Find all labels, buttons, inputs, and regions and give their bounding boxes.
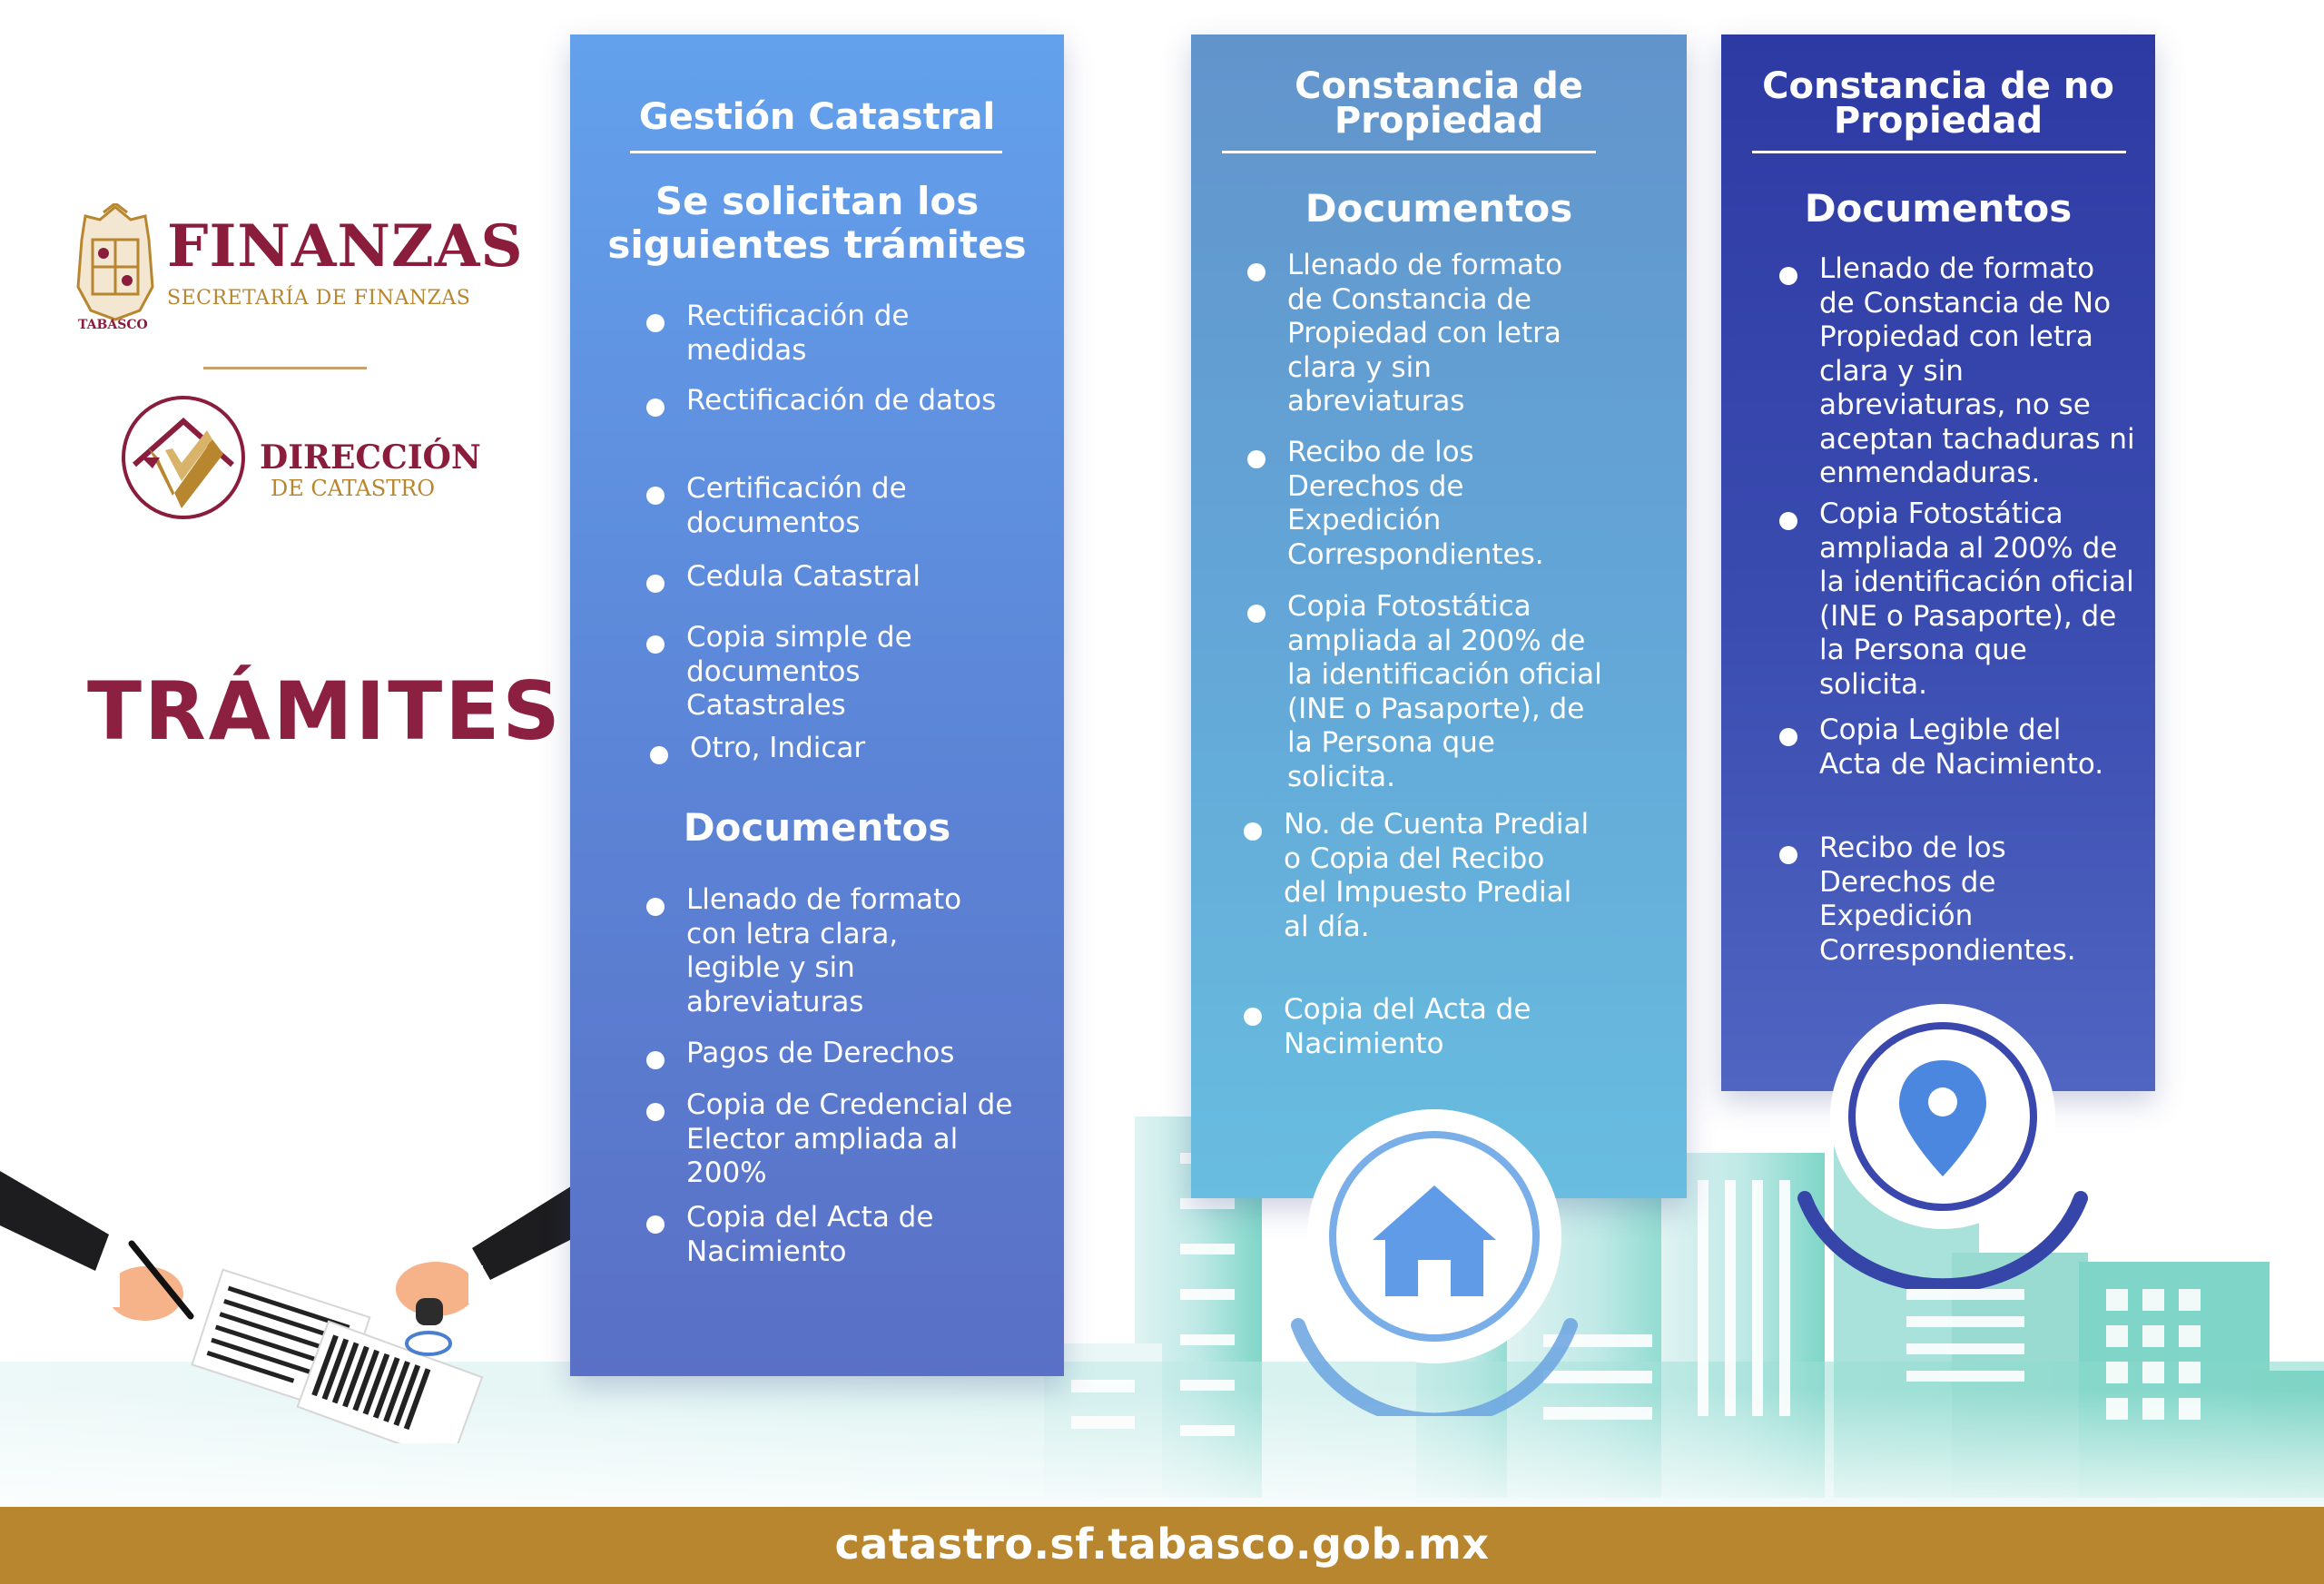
column-gestion-catastral (570, 34, 1064, 1376)
list-item: Copia del Acta de Nacimiento (1284, 993, 1574, 1061)
list-item: Recibo de los Derechos de Expedición Correspondientes. (1287, 436, 1578, 572)
title-divider (1222, 151, 1596, 153)
footer-bar (0, 1507, 2324, 1584)
list-item: Rectificación de datos (686, 384, 1013, 418)
list-item: Copia de Credencial de Elector ampliada al 200% (686, 1088, 1013, 1189)
list-item: Copia del Acta de Nacimiento (686, 1201, 986, 1269)
list-item: No. de Cuenta Predial o Copia del Recibo del Impuesto Predial al día. (1284, 808, 1592, 944)
gold-divider (203, 367, 367, 369)
list-item: Certificación de documentos (686, 472, 1013, 540)
column-title-line2: Propiedad (1833, 100, 2043, 142)
direccion-catastro-logo (118, 394, 481, 521)
tramites-title: TRÁMITES (87, 664, 563, 758)
direccion-title: DIRECCIÓN (260, 438, 481, 477)
list-item: Recibo de los Derechos de Expedición Correspondientes. (1819, 831, 2119, 968)
finanzas-subtitle: SECRETARÍA DE FINANZAS (167, 287, 471, 310)
finanzas-title: FINANZAS (167, 212, 524, 280)
title-divider (630, 151, 1002, 153)
intro-heading-line2: siguientes trámites (607, 222, 1027, 267)
title-divider (1752, 151, 2126, 153)
list-item: Copia simple de documentos Catastrales (686, 621, 1013, 723)
intro-heading-line1: Se solicitan los (655, 179, 980, 223)
column-constancia-no-propiedad (1721, 34, 2155, 1091)
website-url: catastro.sf.tabasco.gob.mx (834, 1520, 1490, 1569)
list-item: Otro, Indicar (690, 732, 1017, 766)
documents-heading: Documentos (1305, 186, 1573, 231)
column-title: Gestión Catastral (638, 96, 996, 138)
list-item: Llenado de formato con letra clara, legible y sin abreviaturas (686, 883, 995, 1019)
list-item: Llenado de formato de Constancia de No Propiedad con letra clara y sin abreviaturas, no se aceptan tachaduras ni enmendaduras. (1819, 252, 2137, 491)
list-item: Pagos de Derechos (686, 1037, 1031, 1071)
signing-hands-illustration (0, 1153, 581, 1443)
list-item: Copia Fotostática ampliada al 200% de la identificación oficial (INE o Pasaporte), de la Persona que solicita. (1819, 497, 2137, 702)
list-item: Llenado de formato de Constancia de Propiedad con letra clara y sin abreviaturas (1287, 249, 1596, 419)
catastro-roof-logo-icon (118, 394, 249, 521)
tabasco-seal-icon (76, 203, 154, 321)
list-item: Cedula Catastral (686, 560, 1031, 595)
list-item: Copia Legible del Acta de Nacimiento. (1819, 713, 2119, 782)
column-title-line2: Propiedad (1334, 100, 1544, 142)
state-name: TABASCO (78, 318, 148, 332)
column-constancia-propiedad (1191, 34, 1687, 1198)
column-title-line1: Constancia de no (1762, 65, 2114, 107)
location-pin-icon (1797, 999, 2088, 1289)
finanzas-logo (76, 200, 524, 336)
documents-heading: Documentos (683, 805, 951, 850)
column-title-line1: Constancia de (1295, 65, 1583, 107)
list-item: Rectificación de medidas (686, 300, 1013, 368)
documents-heading: Documentos (1804, 186, 2073, 231)
home-icon (1271, 1089, 1598, 1416)
direccion-subtitle: DE CATASTRO (271, 476, 435, 501)
list-item: Copia Fotostática ampliada al 200% de la identificación oficial (INE o Pasaporte), de la Persona que solicita. (1287, 590, 1605, 794)
